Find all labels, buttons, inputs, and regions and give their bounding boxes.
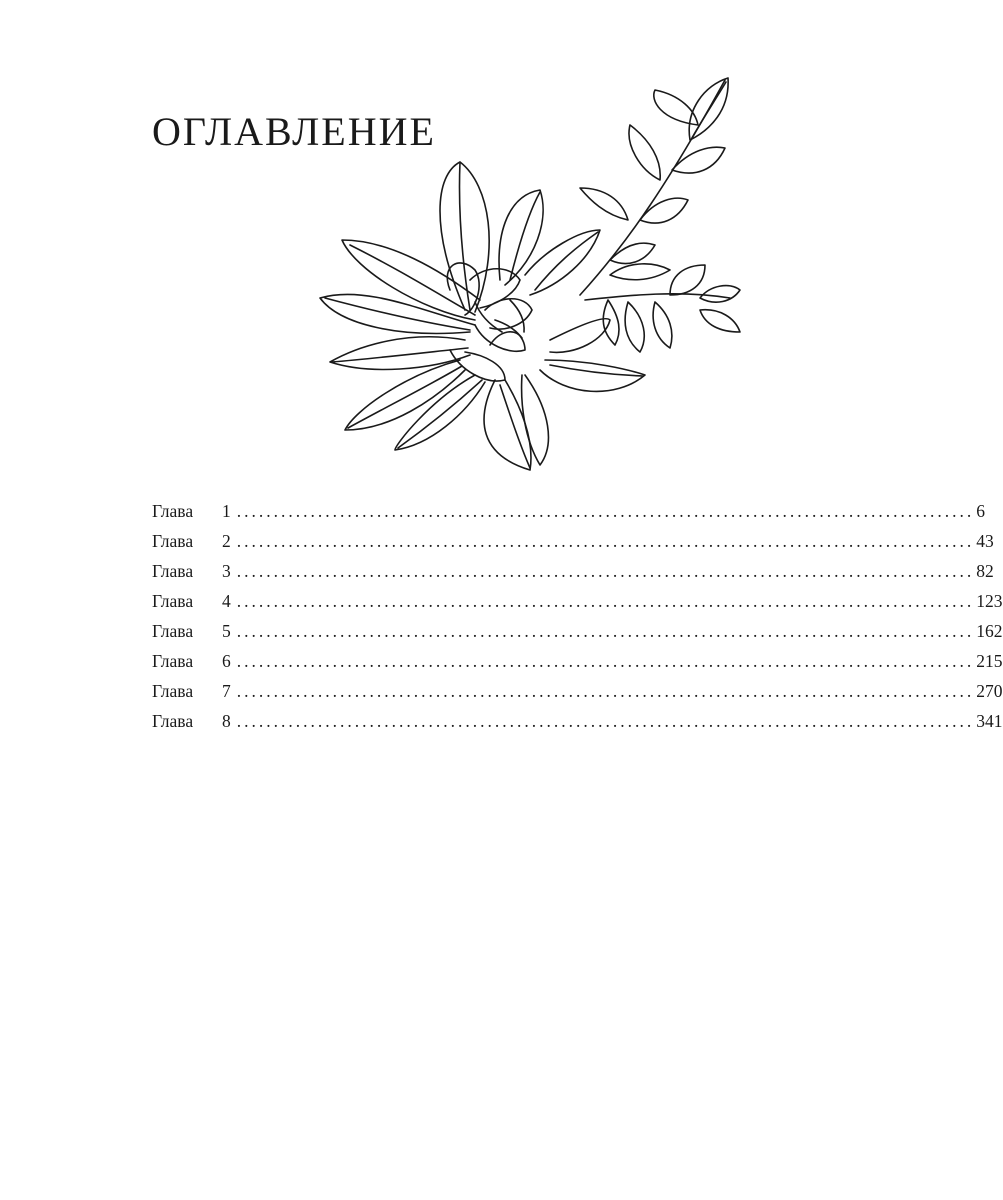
toc-chapter-label: Глава: [152, 531, 194, 551]
toc-page-number: 123: [976, 591, 1003, 611]
toc-entry-chapter-5[interactable]: [152, 616, 1003, 646]
toc-dot-leader: ....................................................................................................: [236, 531, 975, 551]
toc-chapter-number: 3: [222, 561, 231, 581]
toc-entry-chapter-2[interactable]: [152, 526, 994, 556]
toc-chapter-number: 4: [222, 591, 231, 611]
toc-page-number: 162: [976, 621, 1003, 641]
magnolia-flower-icon: [310, 70, 750, 480]
toc-chapter-number: 1: [222, 501, 231, 521]
toc-chapter-number: 7: [222, 681, 231, 701]
toc-page-number: 341: [976, 711, 1003, 731]
toc-entry-chapter-1[interactable]: [152, 496, 985, 526]
toc-chapter-label: Глава: [152, 591, 194, 611]
toc-dot-leader: ....................................................................................................: [236, 621, 975, 641]
toc-chapter-number: 8: [222, 711, 231, 731]
toc-chapter-label: Глава: [152, 651, 194, 671]
toc-page-number: 82: [976, 561, 994, 581]
toc-dot-leader: ....................................................................................................: [236, 711, 975, 731]
toc-page-number: 270: [976, 681, 1003, 701]
toc-entry-chapter-6[interactable]: [152, 646, 1003, 676]
toc-entry-chapter-7[interactable]: [152, 676, 1003, 706]
toc-entry-chapter-4[interactable]: [152, 586, 1003, 616]
toc-chapter-number: 5: [222, 621, 231, 641]
toc-dot-leader: ....................................................................................................: [236, 591, 975, 611]
toc-chapter-number: 6: [222, 651, 231, 671]
toc-entry-chapter-3[interactable]: [152, 556, 994, 586]
toc-page-number: 215: [976, 651, 1003, 671]
toc-chapter-label: Глава: [152, 681, 194, 701]
toc-dot-leader: ....................................................................................................: [236, 681, 975, 701]
page-title: ОГЛАВЛЕНИЕ: [152, 109, 436, 154]
toc-dot-leader: ....................................................................................................: [236, 651, 975, 671]
toc-page-number: 43: [976, 531, 994, 551]
table-of-contents: [152, 496, 1003, 736]
toc-chapter-label: Глава: [152, 711, 194, 731]
toc-entry-chapter-8[interactable]: [152, 706, 1003, 736]
toc-chapter-label: Глава: [152, 501, 194, 521]
toc-dot-leader: ....................................................................................................: [236, 501, 975, 521]
toc-chapter-label: Глава: [152, 621, 194, 641]
toc-chapter-number: 2: [222, 531, 231, 551]
toc-dot-leader: ....................................................................................................: [236, 561, 975, 581]
toc-chapter-label: Глава: [152, 561, 194, 581]
toc-page-number: 6: [976, 501, 985, 521]
